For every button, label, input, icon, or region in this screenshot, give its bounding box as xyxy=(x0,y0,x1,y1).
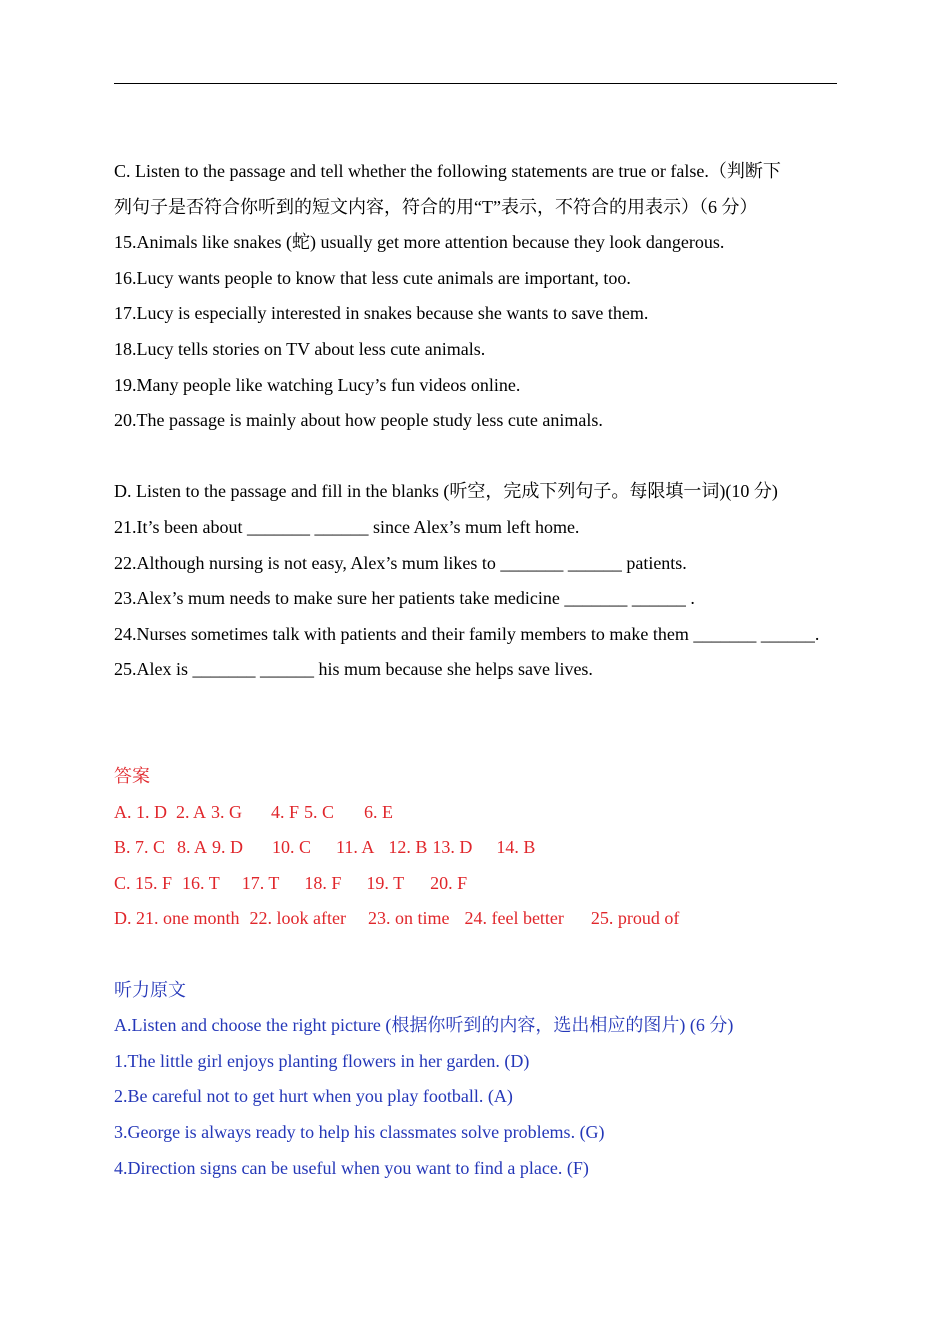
question-20: 20.The passage is mainly about how people study less cute animals. xyxy=(114,410,603,431)
transcript-item-4: 4.Direction signs can be useful when you want to find a place. (F) xyxy=(114,1157,589,1178)
transcript-heading: A.Listen and choose the right picture (根据你听到的内容，选出相应的图片) (6 分) xyxy=(114,1015,734,1036)
question-17: 17.Lucy is especially interested in snakes because she wants to save them. xyxy=(114,303,649,324)
answer-item: 2. A xyxy=(176,801,207,822)
question-24: 24.Nurses sometimes talk with patients and their family members to make them _______ ______. xyxy=(114,623,820,644)
transcript-title: 听力原文 xyxy=(114,979,186,1000)
answer-item: 10. C xyxy=(272,837,312,858)
answer-item: 4. F xyxy=(271,801,300,822)
answer-item: 25. proud of xyxy=(590,908,680,929)
answer-item: D. 21. one month xyxy=(114,908,240,929)
section-c-heading-line1: C. Listen to the passage and tell whether the following statements are true or false.（判断下 xyxy=(114,161,781,181)
section-d-heading: D. Listen to the passage and fill in the blanks (听空，完成下列句子。每限填一词)(10 分) xyxy=(114,481,778,502)
question-15: 15.Animals like snakes (蛇) usually get more attention because they look dangerous. xyxy=(114,232,725,253)
answer-item: 9. D xyxy=(212,837,244,858)
question-25: 25.Alex is _______ ______ his mum because she helps save lives. xyxy=(114,659,593,680)
answer-item: 12. B xyxy=(388,837,428,858)
answer-item: 13. D xyxy=(432,837,473,858)
question-18: 18.Lucy tells stories on TV about less cute animals. xyxy=(114,338,486,359)
answer-item: 5. C xyxy=(304,801,335,822)
answer-item: A. 1. D xyxy=(114,801,167,822)
answer-item: 6. E xyxy=(364,801,394,822)
transcript-item-2: 2.Be careful not to get hurt when you play football. (A) xyxy=(114,1086,513,1107)
header-rule xyxy=(114,83,837,84)
answer-item: 22. look after xyxy=(249,908,346,929)
answer-row-a xyxy=(114,795,837,831)
answer-item: 23. on time xyxy=(367,908,450,929)
question-21: 21.It’s been about _______ ______ since Alex’s mum left home. xyxy=(114,516,580,537)
answer-item: 24. feel better xyxy=(464,908,564,929)
answer-item: 8. A xyxy=(177,837,208,858)
spacer xyxy=(114,724,837,760)
answer-item: 16. T xyxy=(182,872,220,893)
answer-item: 3. G xyxy=(211,801,243,822)
answer-row-c xyxy=(114,866,837,902)
answer-row-b xyxy=(114,830,837,866)
answer-item: C. 15. F xyxy=(114,872,173,893)
spacer xyxy=(114,937,837,973)
question-22: 22.Although nursing is not easy, Alex’s mum likes to _______ ______ patients. xyxy=(114,552,687,573)
transcript-item-1: 1.The little girl enjoys planting flowers in her garden. (D) xyxy=(114,1050,530,1071)
spacer xyxy=(114,688,837,724)
listening-transcript xyxy=(114,973,837,1187)
spacer xyxy=(114,439,837,475)
answer-key xyxy=(114,759,837,937)
section-c xyxy=(114,154,837,439)
answer-key-title: 答案 xyxy=(114,766,150,787)
section-c-heading-line2: 列句子是否符合你听到的短文内容，符合的用“T”表示，不符合的用表示）（6 分） xyxy=(114,196,758,217)
question-19: 19.Many people like watching Lucy’s fun videos online. xyxy=(114,374,521,395)
answer-item: 19. T xyxy=(366,872,405,893)
answer-item: 20. F xyxy=(430,872,468,893)
answer-item: B. 7. C xyxy=(114,837,166,858)
section-d xyxy=(114,474,837,688)
page-content xyxy=(114,154,837,1186)
answer-item: 17. T xyxy=(241,872,280,893)
question-23: 23.Alex’s mum needs to make sure her patients take medicine _______ ______ . xyxy=(114,588,695,609)
answer-item: 11. A xyxy=(336,837,375,858)
answer-item: 18. F xyxy=(304,872,342,893)
answer-item: 14. B xyxy=(496,837,536,858)
answer-row-d xyxy=(114,901,837,937)
transcript-item-3: 3.George is always ready to help his classmates solve problems. (G) xyxy=(114,1122,605,1143)
question-16: 16.Lucy wants people to know that less cute animals are important, too. xyxy=(114,267,631,288)
